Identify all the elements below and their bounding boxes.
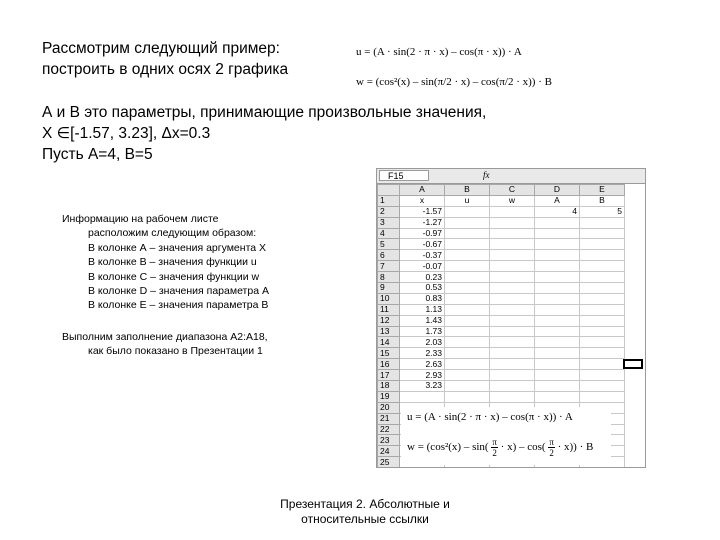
sheet-cell[interactable]	[535, 283, 580, 294]
column-header-d[interactable]: D	[535, 185, 580, 196]
sheet-cell[interactable]	[445, 348, 490, 359]
fraction	[491, 437, 498, 458]
sheet-row	[378, 283, 625, 294]
sheet-cell[interactable]	[580, 326, 625, 337]
sheet-cell[interactable]	[580, 217, 625, 228]
sheet-cell[interactable]	[535, 337, 580, 348]
sheet-cell[interactable]	[580, 272, 625, 283]
sheet-cell[interactable]	[535, 381, 580, 392]
info-line-7: В колонке Е – значения параметра В	[88, 299, 269, 312]
sheet-cell[interactable]	[535, 239, 580, 250]
fill-instruction	[62, 330, 268, 359]
sheet-cell[interactable]	[535, 315, 580, 326]
sheet-cell[interactable]: 5	[580, 206, 625, 217]
sheet-cell[interactable]	[490, 261, 535, 272]
w-part-b: · x) – cos(	[500, 441, 546, 454]
sheet-cell[interactable]	[535, 391, 580, 402]
sheet-cell[interactable]	[445, 370, 490, 381]
row-header[interactable]: 19	[378, 391, 400, 402]
sheet-cell[interactable]	[490, 283, 535, 294]
sheet-cell[interactable]	[490, 250, 535, 261]
sheet-cell[interactable]	[490, 326, 535, 337]
sheet-cell[interactable]: -1.57	[400, 206, 445, 217]
sheet-cell[interactable]	[445, 337, 490, 348]
sheet-cell[interactable]	[580, 370, 625, 381]
sheet-cell[interactable]	[445, 315, 490, 326]
sheet-row	[378, 370, 625, 381]
row-header[interactable]: 2	[378, 206, 400, 217]
sheet-cell[interactable]: 0.53	[400, 283, 445, 294]
sheet-cell[interactable]: B	[580, 195, 625, 206]
sheet-row	[378, 326, 625, 337]
sheet-cell[interactable]	[535, 217, 580, 228]
row-header[interactable]: 7	[378, 261, 400, 272]
row-header[interactable]: 20	[378, 402, 400, 413]
params-line-3: Пусть А=4, В=5	[42, 146, 153, 163]
parameters-text	[42, 102, 486, 165]
row-header[interactable]: 22	[378, 424, 400, 435]
sheet-row	[378, 261, 625, 272]
sheet-cell[interactable]: -0.67	[400, 239, 445, 250]
formula-bar	[377, 169, 645, 184]
fraction-den: 2	[492, 448, 497, 458]
sheet-formula-w	[407, 437, 593, 458]
sheet-cell[interactable]: 1.73	[400, 326, 445, 337]
sheet-cell[interactable]	[445, 217, 490, 228]
sheet-cell[interactable]	[580, 315, 625, 326]
formula-w: w = (cos²(x) – sin(π/2 · x) – cos(π/2 · x)) · B	[356, 76, 552, 88]
sheet-formula-image	[401, 407, 611, 465]
row-header[interactable]: 14	[378, 337, 400, 348]
sheet-cell[interactable]	[445, 239, 490, 250]
sheet-cell[interactable]	[580, 228, 625, 239]
column-header-a[interactable]: A	[400, 185, 445, 196]
sheet-row	[378, 337, 625, 348]
name-box[interactable]: F15	[379, 170, 429, 181]
row-header[interactable]: 6	[378, 250, 400, 261]
formula-u: u = (A · sin(2 · π · x) – cos(π · x)) · A	[356, 46, 522, 58]
row-header[interactable]: 18	[378, 381, 400, 392]
sheet-cell[interactable]: w	[490, 195, 535, 206]
sheet-cell[interactable]: -0.97	[400, 228, 445, 239]
sheet-cell[interactable]: 2.63	[400, 359, 445, 370]
spreadsheet[interactable]	[376, 168, 646, 468]
sheet-cell[interactable]	[580, 250, 625, 261]
sheet-cell[interactable]: -0.07	[400, 261, 445, 272]
sheet-cell[interactable]	[490, 228, 535, 239]
sheet-row	[378, 206, 625, 217]
sheet-cell[interactable]: A	[535, 195, 580, 206]
sheet-cell[interactable]	[535, 348, 580, 359]
sheet-cell[interactable]	[535, 359, 580, 370]
sheet-cell[interactable]	[445, 250, 490, 261]
sheet-cell[interactable]	[490, 304, 535, 315]
sheet-cell[interactable]	[580, 304, 625, 315]
sheet-cell[interactable]	[445, 293, 490, 304]
sheet-cell[interactable]	[490, 381, 535, 392]
sheet-cell[interactable]: -0.37	[400, 250, 445, 261]
intro-text	[42, 38, 288, 80]
params-line-2: X ∈[-1.57, 3.23], Δx=0.3	[42, 125, 211, 142]
sheet-cell[interactable]	[445, 359, 490, 370]
sheet-row	[378, 228, 625, 239]
sheet-cell[interactable]	[580, 391, 625, 402]
info-line-6: В колонке D – значения параметра А	[88, 285, 269, 298]
row-header[interactable]: 9	[378, 283, 400, 294]
sheet-row	[378, 250, 625, 261]
column-header-b[interactable]: B	[445, 185, 490, 196]
sheet-cell[interactable]	[400, 391, 445, 402]
sheet-row	[378, 239, 625, 250]
sheet-cell[interactable]	[580, 359, 625, 370]
sheet-row	[378, 315, 625, 326]
top-formula	[356, 45, 552, 105]
row-header[interactable]: 13	[378, 326, 400, 337]
sheet-cell[interactable]	[490, 348, 535, 359]
fx-icon[interactable]: fx	[483, 170, 490, 180]
sheet-cell[interactable]	[580, 337, 625, 348]
column-header-e[interactable]: E	[580, 185, 625, 196]
info-line-3: В колонке А – значения аргумента Х	[88, 241, 267, 254]
sheet-cell[interactable]	[580, 348, 625, 359]
sheet-cell[interactable]	[580, 283, 625, 294]
row-header[interactable]: 3	[378, 217, 400, 228]
intro-line-1: Рассмотрим следующий пример:	[42, 40, 280, 57]
sheet-cell[interactable]	[445, 206, 490, 217]
sheet-cell[interactable]	[535, 304, 580, 315]
sheet-cell[interactable]	[490, 391, 535, 402]
info-line-4: В колонке В – значения функции u	[88, 256, 257, 269]
row-header[interactable]: 24	[378, 446, 400, 457]
row-header[interactable]: 25	[378, 457, 400, 468]
sheet-cell[interactable]	[490, 359, 535, 370]
fraction-den: 2	[549, 448, 554, 458]
sheet-cell[interactable]: 2.03	[400, 337, 445, 348]
sheet-row	[378, 359, 625, 370]
sheet-cell[interactable]	[445, 381, 490, 392]
sheet-cell[interactable]	[490, 337, 535, 348]
sheet-cell[interactable]	[445, 326, 490, 337]
sheet-cell[interactable]: 2.33	[400, 348, 445, 359]
sheet-cell[interactable]	[580, 293, 625, 304]
row-header[interactable]: 4	[378, 228, 400, 239]
sheet-cell[interactable]: -1.27	[400, 217, 445, 228]
sheet-cell[interactable]	[535, 261, 580, 272]
w-part-a: w = (cos²(x) – sin(	[407, 441, 489, 454]
sheet-cell[interactable]	[445, 261, 490, 272]
row-header[interactable]: 15	[378, 348, 400, 359]
info-text	[62, 212, 269, 313]
row-header[interactable]: 17	[378, 370, 400, 381]
sheet-formula-u: u = (A · sin(2 · π · x) – cos(π · x)) · A	[407, 411, 573, 423]
row-header[interactable]: 10	[378, 293, 400, 304]
sheet-cell[interactable]: 1.43	[400, 315, 445, 326]
fraction-num: π	[549, 437, 554, 447]
sheet-cell[interactable]	[490, 370, 535, 381]
row-header[interactable]: 23	[378, 435, 400, 446]
column-header-c[interactable]: C	[490, 185, 535, 196]
sheet-row	[378, 195, 625, 206]
sheet-row	[378, 217, 625, 228]
sheet-cell[interactable]	[580, 381, 625, 392]
sheet-cell[interactable]	[535, 250, 580, 261]
sheet-cell[interactable]: 1.13	[400, 304, 445, 315]
params-line-1: А и В это параметры, принимающие произвольные значения,	[42, 104, 487, 121]
sheet-cell[interactable]	[535, 272, 580, 283]
info-line-1: Информацию на рабочем листе	[62, 213, 219, 225]
fraction-num: π	[492, 437, 497, 447]
sheet-row	[378, 293, 625, 304]
row-header[interactable]: 11	[378, 304, 400, 315]
info-line-5: В колонке С – значения функции w	[88, 270, 260, 283]
sheet-cell[interactable]	[445, 272, 490, 283]
row-header[interactable]: 5	[378, 239, 400, 250]
sheet-cell[interactable]	[535, 293, 580, 304]
select-all-corner[interactable]	[378, 185, 400, 196]
row-header[interactable]: 21	[378, 413, 400, 424]
sheet-row	[378, 381, 625, 392]
sheet-cell[interactable]	[490, 272, 535, 283]
info-line-2: расположим следующим образом:	[88, 227, 257, 240]
sheet-cell[interactable]: u	[445, 195, 490, 206]
footer-line-2: относительные ссылки	[301, 512, 429, 526]
sheet-cell[interactable]	[580, 239, 625, 250]
sheet-cell[interactable]	[490, 315, 535, 326]
sheet-cell[interactable]	[445, 228, 490, 239]
sheet-row	[378, 348, 625, 359]
fill-line-2: как было показано в Презентации 1	[88, 345, 263, 358]
row-header[interactable]: 16	[378, 359, 400, 370]
sheet-cell[interactable]: x	[400, 195, 445, 206]
fraction	[548, 437, 555, 458]
row-header[interactable]: 8	[378, 272, 400, 283]
column-header-row	[378, 185, 625, 196]
sheet-cell[interactable]: 0.23	[400, 272, 445, 283]
row-header[interactable]: 12	[378, 315, 400, 326]
sheet-row	[378, 391, 625, 402]
sheet-cell[interactable]: 2.93	[400, 370, 445, 381]
footer-caption	[252, 497, 478, 527]
sheet-cell[interactable]	[490, 293, 535, 304]
sheet-cell[interactable]	[535, 370, 580, 381]
sheet-cell[interactable]: 4	[535, 206, 580, 217]
selected-cell[interactable]	[623, 359, 643, 369]
footer-line-1: Презентация 2. Абсолютные и	[280, 497, 450, 511]
sheet-row	[378, 304, 625, 315]
intro-line-2: построить в одних осях 2 графика	[42, 61, 289, 78]
fill-line-1: Выполним заполнение диапазона А2:А18,	[62, 331, 268, 343]
sheet-cell[interactable]	[490, 206, 535, 217]
sheet-cell[interactable]	[445, 391, 490, 402]
sheet-cell[interactable]	[490, 217, 535, 228]
sheet-cell[interactable]	[535, 228, 580, 239]
sheet-cell[interactable]	[535, 326, 580, 337]
sheet-cell[interactable]	[490, 239, 535, 250]
w-part-c: · x)) · B	[557, 441, 594, 454]
sheet-cell[interactable]	[580, 261, 625, 272]
sheet-cell[interactable]	[445, 283, 490, 294]
sheet-cell[interactable]	[445, 304, 490, 315]
sheet-cell[interactable]: 3.23	[400, 381, 445, 392]
row-header[interactable]: 1	[378, 195, 400, 206]
sheet-row	[378, 272, 625, 283]
sheet-cell[interactable]: 0.83	[400, 293, 445, 304]
